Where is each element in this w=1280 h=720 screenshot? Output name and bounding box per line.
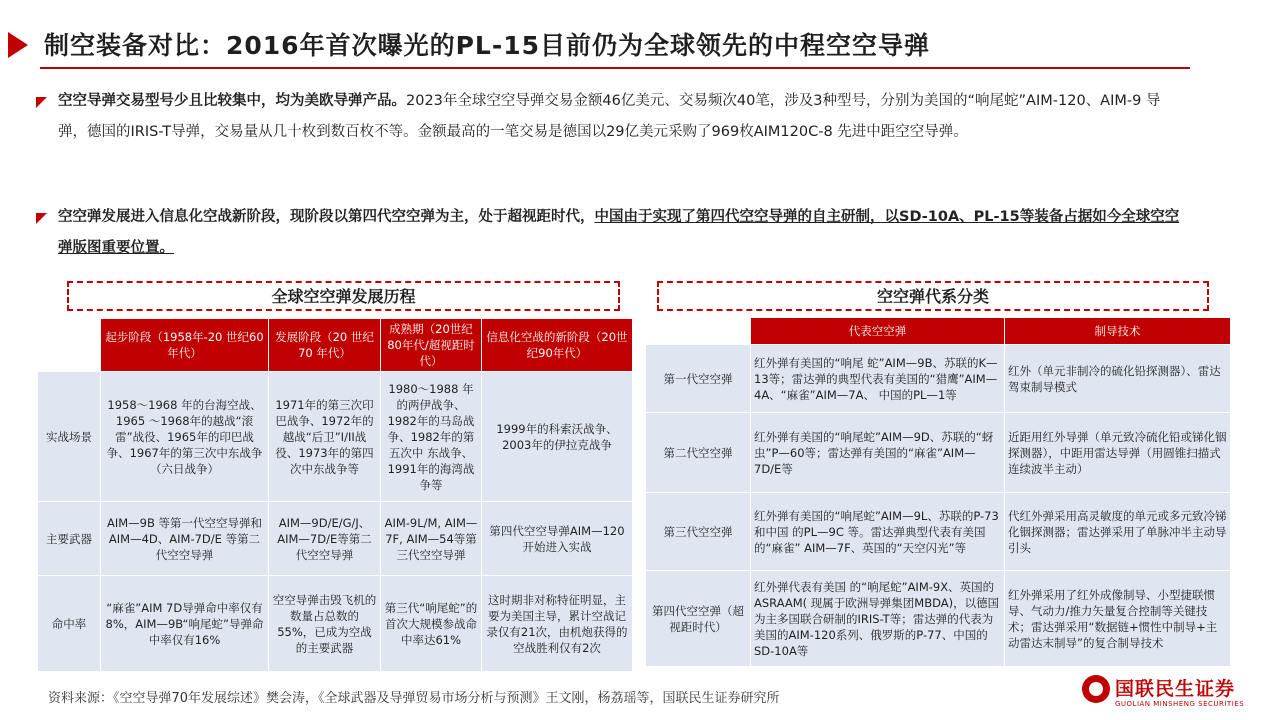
table-cell: 第四代空空导弹AIM—120开始进入实战 (482, 502, 633, 576)
title-marker-icon (8, 32, 28, 58)
table-row (646, 345, 1231, 413)
header-representative: 代表空空弹 (751, 318, 1005, 345)
header-blank (646, 318, 751, 345)
row-label: 主要武器 (38, 502, 101, 576)
logo-text-en: GUOLIAN MINSHENG SECURITIES (1115, 700, 1245, 708)
table-row (646, 493, 1231, 571)
generation-table (645, 317, 1231, 667)
paragraph-trade (36, 86, 1181, 148)
bullet-icon (36, 213, 47, 224)
table-cell: 红外弹有美国的“响尾蛇”AIM—9L、苏联的P-73和中国 的PL—9C 等。雷达弹典型代表有美国的“麻雀” AIM—7F、英国的“天空闪光”等 (751, 493, 1005, 571)
table-cell: 1971年的第三次印巴战争、1972年的越战“后卫”I/II战役、1973年的第四次中东战争等 (269, 372, 381, 502)
brand-logo (1082, 672, 1247, 716)
table-history-title: 全球空空弹发展历程 (67, 281, 620, 311)
paragraph-trade-lead: 空空导弹交易型号少且比较集中，均为美欧导弹产品。 (58, 93, 406, 109)
table-generation-title: 空空弹代系分类 (657, 281, 1209, 311)
table-cell: 红外弹有美国的“响尾 蛇”AIM—9B、苏联的K—13等；雷达弹的典型代表有美国的“猎鹰”AIM—4A、“麻雀”AIM—7A、 中国的PL—1等 (751, 345, 1005, 413)
table-cell: 代红外弹采用高灵敏度的单元或多元致冷锑化铟探测器；雷达弹采用了单脉冲半主动导引头 (1005, 493, 1231, 571)
paragraph-development-lead: 空空弹发展进入信息化空战新阶段，现阶段以第四代空空弹为主，处于超视距时代， (58, 209, 595, 225)
header-stage-2: 发展阶段（20 世纪70 年代） (269, 319, 381, 372)
table-cell: 红外弹有美国的“响尾蛇”AIM—9D、苏联的“蚜虫”P—60等；雷达弹有美国的“麻雀”AIM—7D/E等 (751, 413, 1005, 493)
header-blank (38, 319, 101, 372)
row-label: 第四代空空弹（超视距时代） (646, 571, 751, 667)
row-label: 实战场景 (38, 372, 101, 502)
row-label: 第三代空空弹 (646, 493, 751, 571)
table-cell: 红外（单元非制冷的硫化铅探测器）、雷达驾束制导模式 (1005, 345, 1231, 413)
table-cell: AIM—9B 等第一代空空导弹和AIM—4D、AIM-7D/E 等第二代空空导弹 (101, 502, 269, 576)
header-stage-4: 信息化空战的新阶段（20世纪90年代） (482, 319, 633, 372)
paragraph-development-highlight: 中国由于实现了第四代空空导弹的自主研制，以SD-10A、PL-15等装备占据如今全球空空弹版图重要位置。 (58, 209, 1180, 256)
row-label: 第二代空空弹 (646, 413, 751, 493)
table-cell: 1999年的科索沃战争、2003年的伊拉克战争 (482, 372, 633, 502)
table-cell: 1958～1968 年的台海空战、1965 ～1968年的越战“滚雷”战役、1965年的印巴战争、1967年的第三次中东战争（六日战争） (101, 372, 269, 502)
table-row (38, 576, 633, 672)
history-table (37, 318, 633, 672)
logo-icon (1082, 675, 1110, 703)
table-cell: AIM—9D/E/G/J、AIM—7D/E等第二代空空导弹 (269, 502, 381, 576)
source-note: 资料来源：《空空导弹70年发展综述》樊会涛，《全球武器及导弹贸易市场分析与预测》王文刚，杨荔瑶等，国联民生证券研究所 (48, 691, 780, 706)
table-cell: 1980～1988 年的两伊战争、1982年的马岛战争、1982年的第五次中 东战争、1991年的海湾战争等 (381, 372, 482, 502)
table-cell: 这时期非对称特征明显，主要为美国主导，累计空战记录仅有21次，由机炮获得的空战胜利仅有2次 (482, 576, 633, 672)
page-title: 制空装备对比：2016年首次曝光的PL-15目前仍为全球领先的中程空空导弹 (44, 31, 931, 60)
table-cell: AIM-9L/M, AIM—7F, AIM—54等第三代空空导弹 (381, 502, 482, 576)
row-label: 命中率 (38, 576, 101, 672)
header-stage-3: 成熟期（20世纪80年代/超视距时代） (381, 319, 482, 372)
table-row (646, 413, 1231, 493)
table-cell: 近距用红外导弹（单元致冷硫化铅或锑化铟探测器），中距用雷达导弹（用圆锥扫描式连续波半主动） (1005, 413, 1231, 493)
header-stage-1: 起步阶段（1958年-20 世纪60年代） (101, 319, 269, 372)
paragraph-trade-body: 2023年全球空空导弹交易金额46亿美元、交易频次40笔，涉及3种型号，分别为美国的“响尾蛇”AIM-120、AIM-9 导弹，德国的IRIS-T导弹，交易量从几十枚到数百枚不等。金额最高的一笔交易是德国以29亿美元采购了969枚AIM120C-8 先进中距空空导弹。 (58, 93, 1161, 140)
paragraph-development (36, 202, 1181, 264)
table-cell: 第三代“响尾蛇”的首次大规模参战命中率达61% (381, 576, 482, 672)
table-cell: 红外弹采用了红外成像制导、小型捷联惯导、气动力/推力矢量复合控制等关键技术；雷达弹采用“数据链+惯性中制导+主动雷达末制导”的复合制导技术 (1005, 571, 1231, 667)
title-divider (40, 67, 1190, 69)
header-guidance: 制导技术 (1005, 318, 1231, 345)
bullet-icon (36, 97, 47, 108)
table-cell: 红外弹代表有美国 的“响尾蛇”AIM-9X、英国的ASRAAM( 现属于欧洲导弹集团MBDA)，以德国为主多国联合研制的IRIS-T等；雷达弹的代表为美国的AIM-120系列、俄罗斯的P-77、中国的SD-10A等 (751, 571, 1005, 667)
table-row (38, 372, 633, 502)
table-row (38, 502, 633, 576)
table-cell: 空空导弹击毁飞机的数量占总数的55%，已成为空战的主要武器 (269, 576, 381, 672)
row-label: 第一代空空弹 (646, 345, 751, 413)
table-cell: “麻雀”AIM 7D导弹命中率仅有8%，AIM—9B“响尾蛇”导弹命中率仅有16% (101, 576, 269, 672)
logo-text-cn: 国联民生证券 (1115, 678, 1236, 700)
table-row (646, 571, 1231, 667)
